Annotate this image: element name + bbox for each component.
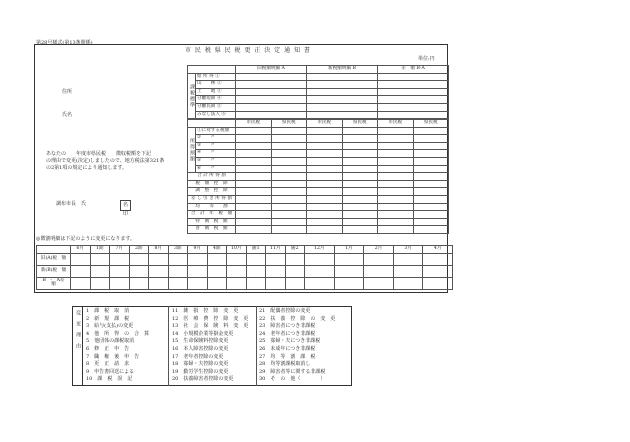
official-seal: 名印 [120, 200, 131, 211]
monthly-table [36, 245, 453, 290]
monthly-header: 随2 [285, 246, 305, 254]
address-label: 住所 [62, 89, 73, 95]
reason-item: 5 他団体の課税取消 [86, 338, 135, 345]
lower-header: 県民税 [413, 120, 449, 128]
form-number: 第28号様式(第13条関係) [36, 40, 93, 46]
lower-row-label: ①に対する税額 [196, 127, 236, 135]
summary-row-label: 調 整 控 除 [188, 188, 236, 196]
reason-item: 28 均等割課税取消し [259, 361, 311, 368]
notice-title: 市 民 税 県 民 税 更 正 決 定 通 知 書 [185, 47, 311, 54]
summary-row-label: 普 徴 税 額 [188, 226, 236, 234]
reason-item: 18 寡婦・夫控除の変更 [172, 361, 229, 368]
monthly-note: ◎徴割明細は下記のように変更になります。 [36, 236, 135, 242]
unit-label: 単位:円 [418, 56, 435, 62]
reason-item: 29 障害者等に関する非課税 [259, 368, 326, 375]
lower-row-label: ③ 〃 [196, 142, 236, 150]
summary-row-label: 合 計 年 税 額 [188, 211, 236, 219]
monthly-header: 2月 [364, 246, 394, 254]
monthly-header: 11月 [266, 246, 286, 254]
upper-header-diff: 差 額 B-A [378, 66, 449, 74]
lower-header: 市民税 [307, 120, 343, 128]
monthly-header: 3月 [393, 246, 423, 254]
reason-item: 21 配偶者控除の変更 [259, 308, 311, 314]
monthly-header: 随1 [246, 246, 266, 254]
lower-row-label: ② 〃 [196, 135, 236, 143]
lower-table [187, 119, 449, 234]
summary-row-label: 差 し 引 き 所 得 割 [188, 195, 236, 203]
lower-row-label: ⑥ 〃 [196, 165, 236, 173]
monthly-header: 12月 [305, 246, 335, 254]
lower-row-label: ⑤ 〃 [196, 157, 236, 165]
reason-item: 26 未成年につき非課税 [259, 345, 316, 352]
monthly-header: 8月 [149, 246, 169, 254]
lower-header: 市民税 [236, 120, 272, 128]
lower-section-label: 所得割額 [188, 127, 196, 173]
lower-corner [188, 120, 236, 128]
upper-header-old: 旧税額明細 A [236, 66, 307, 74]
reason-item: 3 給与(支払)の変更 [86, 323, 134, 330]
reason-item: 8 更 正 請 求 [86, 361, 130, 368]
upper-row-label: 山 林 ② [196, 81, 236, 89]
upper-corner [188, 66, 236, 74]
reason-item: 15 生命保険料控除変更 [172, 338, 229, 345]
reasons-column-3 [259, 309, 335, 385]
lower-row-label: ④ 〃 [196, 150, 236, 158]
reasons-column-2 [172, 309, 248, 385]
reasons-divider [256, 306, 257, 386]
reason-item: 7 職 権 後 申 告 [86, 353, 140, 360]
summary-row-label: 合 計 所 得 割 [188, 173, 236, 181]
reason-item: 13 社 会 保 険 料 変 更 [172, 323, 249, 330]
reason-item: 30 そ の 他（ ） [259, 376, 326, 383]
monthly-header: 9月 [188, 246, 208, 254]
reason-item: 4 他 所 得 の 合 算 [86, 330, 150, 337]
upper-section-label: 課税標準 [188, 73, 196, 119]
summary-row-label: 均 等 割 [188, 203, 236, 211]
reason-item: 12 医 療 費 控 除 変 更 [172, 315, 249, 322]
reason-item: 24 老年者につき非課税 [259, 330, 316, 337]
notice-text-line-3: の2第1項の規定により通知します。 [46, 165, 127, 171]
upper-row-label: 分離短期 ④ [196, 96, 236, 104]
monthly-header: 4期 [207, 246, 227, 254]
reason-item: 23 障害者につき非課税 [259, 323, 316, 330]
reason-item: 22 扶 養 控 除 の 変 更 [259, 315, 336, 322]
upper-row-label: みなし法人 ⑥ [196, 111, 236, 119]
reasons-label: 変更理由 [75, 310, 81, 354]
upper-row-label: 給 所 得 ① [196, 73, 236, 81]
reason-item: 11 雑 損 控 除 変 更 [172, 308, 239, 314]
reasons-divider [168, 306, 169, 386]
monthly-header: 10月 [227, 246, 247, 254]
monthly-header: 1月 [334, 246, 364, 254]
reason-item: 27 均 等 割 課 税 [259, 353, 316, 360]
upper-row-label: 土 地 ③ [196, 88, 236, 96]
monthly-header: 4月 [423, 246, 453, 254]
upper-header-new: 新税額明細 B [307, 66, 378, 74]
monthly-row-old: 旧(A)税 額 [37, 253, 71, 265]
mayor-label: 調布市長 氏 [56, 201, 87, 207]
reason-item: 17 老年者控除の変更 [172, 353, 224, 360]
reasons-divider [82, 306, 83, 386]
reason-item: 6 修 正 申 告 [86, 345, 130, 352]
summary-row-label: 税 額 控 除 [188, 180, 236, 188]
reason-item: 20 扶養障害者控除の変更 [172, 376, 234, 383]
monthly-row-diff: B - A差 額 [37, 277, 71, 289]
monthly-header: 6月 [71, 246, 91, 254]
upper-row-label: 分離長期 ⑤ [196, 103, 236, 111]
reason-item: 9 申告書回送による [86, 368, 135, 375]
summary-row-label: 特 徴 税 額 [188, 218, 236, 226]
monthly-corner [37, 246, 71, 254]
reason-item: 19 勤労学生控除の変更 [172, 368, 229, 375]
monthly-row-new: 新(B)税 額 [37, 265, 71, 277]
reasons-column-1 [86, 309, 149, 385]
reason-item: 14 小規模企業等掛金変更 [172, 330, 234, 337]
lower-header: 市民税 [378, 120, 414, 128]
notice-text-line-1: あなたの 年度市県民税 徴収税額を下記 [46, 151, 152, 157]
reason-item: 10 課 税 誤 記 [86, 376, 133, 383]
monthly-header: 3期 [168, 246, 188, 254]
lower-header: 県民税 [271, 120, 307, 128]
notice-text-line-2: の理由で変更(決定)しましたので、地方税法第321条 [46, 158, 165, 164]
upper-table [187, 65, 449, 119]
reason-item: 2 新 規 課 税 [86, 315, 130, 322]
lower-header: 県民税 [342, 120, 378, 128]
monthly-header: 7月 [110, 246, 130, 254]
reason-item: 25 寡婦・夫につき非課税 [259, 338, 321, 345]
monthly-header: 1期 [90, 246, 110, 254]
reason-item: 1 課 税 取 消 [86, 308, 130, 314]
monthly-header: 2期 [129, 246, 149, 254]
reason-item: 16 本人障害控除の変更 [172, 345, 229, 352]
name-label: 氏名 [62, 112, 73, 118]
